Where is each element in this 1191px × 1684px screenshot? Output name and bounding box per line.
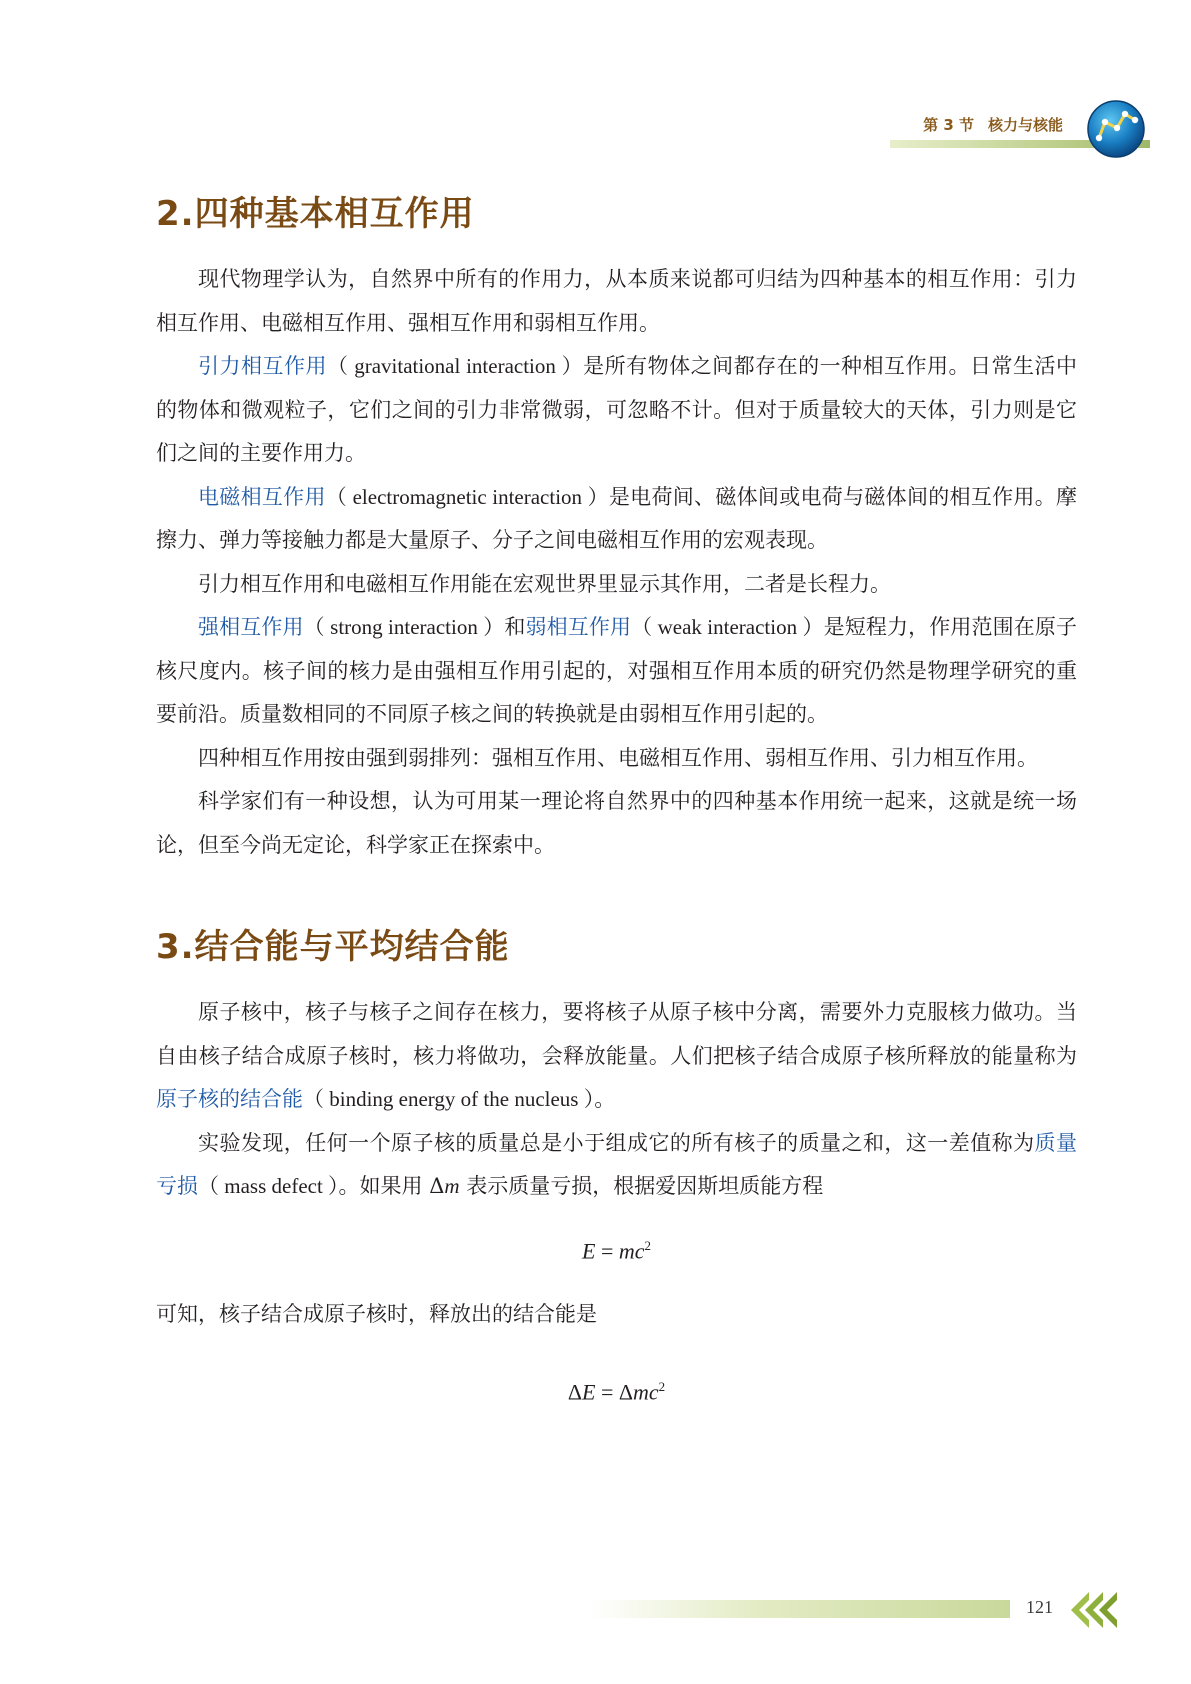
key-term: 电磁相互作用 xyxy=(198,484,326,509)
key-term: 质量亏损 xyxy=(156,1130,1077,1198)
formula-op: Δ xyxy=(567,1379,582,1405)
page-number: 121 xyxy=(1026,1597,1053,1617)
section-name: 核力与核能 xyxy=(987,116,1063,134)
paragraph xyxy=(156,476,1077,563)
formula-var: E xyxy=(581,1379,596,1405)
english-term: （ electromagnetic interaction ） xyxy=(325,484,609,509)
paragraph xyxy=(156,1122,1077,1209)
paragraph: 四种相互作用按由强到弱排列：强相互作用、电磁相互作用、弱相互作用、引力相互作用。 xyxy=(198,745,1038,770)
page-content xyxy=(156,190,1077,1412)
english-term: （ mass defect ） xyxy=(198,1174,339,1198)
english-term: （ strong interaction ） xyxy=(303,615,505,639)
paragraph: 可知，核子结合成原子核时，释放出的结合能是 xyxy=(156,1301,597,1326)
paragraph-text: 实验发现，任何一个原子核的质量总是小于组成它的所有核子的质量之和，这一差值称为 xyxy=(198,1130,1035,1155)
formula-exponent: 2 xyxy=(644,1237,652,1253)
formula-exponent: 2 xyxy=(658,1379,666,1394)
atom-chain-icon xyxy=(1085,98,1147,160)
paragraph-text: 表示质量亏损，根据爱因斯坦质能方程 xyxy=(459,1174,824,1198)
english-term: （ weak interaction ） xyxy=(631,615,824,639)
paragraph-text: 是短程力，作用范围在原子核尺度内。核子间的核力是由强相互作用引起的，对强相互作用本质的研究仍然是物理学研究的重要前沿。质量数相同的不同原子核之间的转换就是由弱相互作用引起的。 xyxy=(156,615,1078,726)
paragraph-text: 原子核中，核子与核子之间存在核力，要将核子从原子核中分离，需要外力克服核力做功。当自由核子结合成原子核时，核力将做功，会释放能量。人们把核子结合成原子核所释放的能量称为 xyxy=(156,1000,1077,1068)
key-term: 引力相互作用 xyxy=(198,354,327,378)
paragraph-text: 。如果用 Δ xyxy=(338,1174,445,1198)
paragraph xyxy=(156,606,1077,737)
section-number: 第 3 节 xyxy=(923,116,974,134)
paragraph-text: 是电荷间、磁体间或电荷与磁体间的相互作用。摩擦力、弹力等接触力都是大量原子、分子之间电磁相互作用的宏观表现。 xyxy=(156,484,1078,552)
key-term: 原子核的结合能 xyxy=(156,1087,303,1111)
formula-binding-energy xyxy=(156,1362,1077,1412)
paragraph: 现代物理学认为，自然界中所有的作用力，从本质来说都可归结为四种基本的相互作用：引力相互作用、电磁相互作用、强相互作用和弱相互作用。 xyxy=(156,267,1077,335)
formula-op: = xyxy=(595,1237,619,1263)
paragraph-text: 是所有物体之间都存在的一种相互作用。日常生活中的物体和微观粒子，它们之间的引力非常微弱，可忽略不计。但对于质量较大的天体，引力则是它们之间的主要作用力。 xyxy=(156,354,1078,465)
paragraph xyxy=(156,345,1077,476)
key-term: 强相互作用 xyxy=(198,615,304,639)
formula-var: mc xyxy=(618,1237,645,1263)
section-label xyxy=(923,114,1063,135)
section-heading-2: 2.四种基本相互作用 xyxy=(156,194,475,234)
english-term: （ gravitational interaction ） xyxy=(326,354,584,378)
chevron-left-icon xyxy=(1067,1590,1127,1630)
paragraph: 引力相互作用和电磁相互作用能在宏观世界里显示其作用，二者是长程力。 xyxy=(198,571,891,596)
paragraph-text: 和 xyxy=(504,615,526,639)
formula-op: = Δ xyxy=(595,1379,633,1405)
paragraph: 科学家们有一种设想，认为可用某一理论将自然界中的四种基本作用统一起来，这就是统一场论，但至今尚无定论，科学家正在探索中。 xyxy=(156,789,1077,857)
section-heading-3: 3.结合能与平均结合能 xyxy=(156,927,510,967)
math-variable: m xyxy=(444,1174,460,1198)
formula-mass-energy xyxy=(156,1221,1077,1271)
footer-accent-bar xyxy=(590,1600,1010,1618)
paragraph xyxy=(156,991,1077,1122)
paragraph-text: 。 xyxy=(594,1087,616,1111)
formula-var: E xyxy=(581,1237,596,1263)
page-header xyxy=(0,0,1191,170)
formula-var: mc xyxy=(633,1379,659,1405)
english-term: （ binding energy of the nucleus ） xyxy=(303,1087,595,1111)
key-term: 弱相互作用 xyxy=(525,615,632,639)
